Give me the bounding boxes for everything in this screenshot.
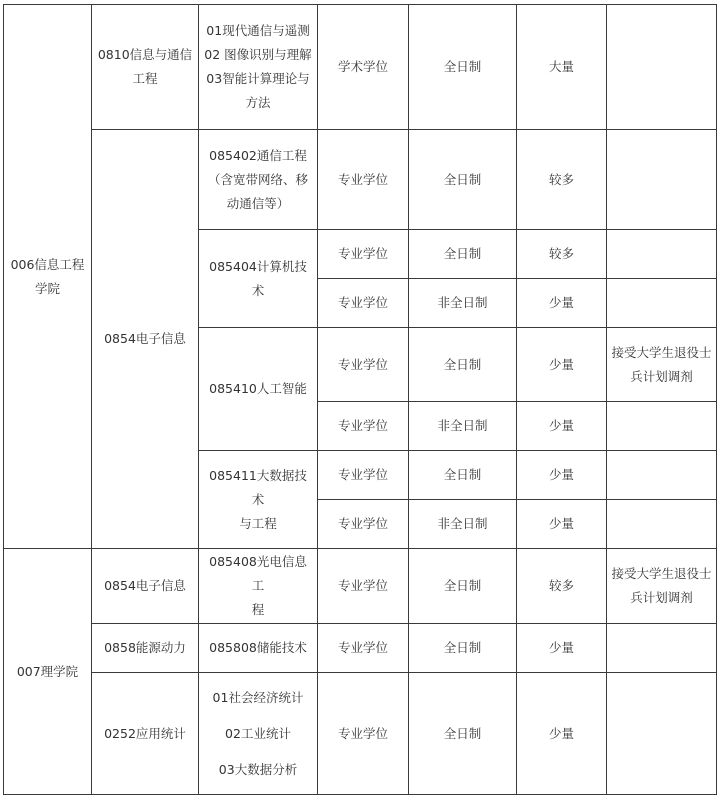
degree-type-cell: 专业学位 xyxy=(318,451,409,500)
note-cell xyxy=(607,130,717,230)
college-cell: 006信息工程 学院 xyxy=(4,5,92,549)
note-cell: 接受大学生退役士 兵计划调剂 xyxy=(607,328,717,402)
study-mode-cell: 全日制 xyxy=(409,328,517,402)
degree-type-cell: 专业学位 xyxy=(318,500,409,549)
quota-cell: 较多 xyxy=(517,130,607,230)
direction-cell: 085410人工智能 xyxy=(199,328,318,451)
discipline-cell: 0252应用统计 xyxy=(92,673,199,795)
direction-cell: 085408光电信息工 程 xyxy=(199,549,318,624)
degree-type-cell: 专业学位 xyxy=(318,673,409,795)
note-cell xyxy=(607,500,717,549)
note-cell xyxy=(607,624,717,673)
quota-cell: 大量 xyxy=(517,5,607,130)
degree-type-cell: 专业学位 xyxy=(318,328,409,402)
degree-type-cell: 专业学位 xyxy=(318,230,409,279)
study-mode-cell: 全日制 xyxy=(409,451,517,500)
quota-cell: 少量 xyxy=(517,624,607,673)
direction-cell: 085808储能技术 xyxy=(199,624,318,673)
note-cell xyxy=(607,5,717,130)
study-mode-cell: 全日制 xyxy=(409,624,517,673)
college-cell: 007理学院 xyxy=(4,549,92,795)
study-mode-cell: 全日制 xyxy=(409,230,517,279)
note-cell xyxy=(607,402,717,451)
note-cell xyxy=(607,673,717,795)
study-mode-cell: 全日制 xyxy=(409,549,517,624)
admissions-table xyxy=(3,4,717,795)
quota-cell: 较多 xyxy=(517,230,607,279)
discipline-cell: 0854电子信息 xyxy=(92,130,199,549)
note-cell xyxy=(607,451,717,500)
study-mode-cell: 非全日制 xyxy=(409,500,517,549)
note-cell xyxy=(607,230,717,279)
study-mode-cell: 全日制 xyxy=(409,673,517,795)
discipline-cell: 0810信息与通信 工程 xyxy=(92,5,199,130)
table-row xyxy=(4,130,717,230)
study-mode-cell: 非全日制 xyxy=(409,279,517,328)
note-cell: 接受大学生退役士 兵计划调剂 xyxy=(607,549,717,624)
quota-cell: 少量 xyxy=(517,402,607,451)
note-cell xyxy=(607,279,717,328)
degree-type-cell: 专业学位 xyxy=(318,402,409,451)
quota-cell: 较多 xyxy=(517,549,607,624)
table-row xyxy=(4,673,717,795)
degree-type-cell: 专业学位 xyxy=(318,549,409,624)
study-mode-cell: 非全日制 xyxy=(409,402,517,451)
direction-cell: 085402通信工程 （含宽带网络、移 动通信等） xyxy=(199,130,318,230)
degree-type-cell: 专业学位 xyxy=(318,624,409,673)
table-row xyxy=(4,5,717,130)
table-row xyxy=(4,549,717,624)
quota-cell: 少量 xyxy=(517,451,607,500)
degree-type-cell: 学术学位 xyxy=(318,5,409,130)
direction-cell: 085411大数据技术 与工程 xyxy=(199,451,318,549)
degree-type-cell: 专业学位 xyxy=(318,130,409,230)
table-row xyxy=(4,624,717,673)
quota-cell: 少量 xyxy=(517,279,607,328)
quota-cell: 少量 xyxy=(517,500,607,549)
degree-type-cell: 专业学位 xyxy=(318,279,409,328)
quota-cell: 少量 xyxy=(517,328,607,402)
discipline-cell: 0854电子信息 xyxy=(92,549,199,624)
study-mode-cell: 全日制 xyxy=(409,130,517,230)
direction-cell: 085404计算机技术 xyxy=(199,230,318,328)
quota-cell: 少量 xyxy=(517,673,607,795)
direction-cell: 01社会经济统计 02工业统计 03大数据分析 xyxy=(199,673,318,795)
study-mode-cell: 全日制 xyxy=(409,5,517,130)
direction-cell: 01现代通信与遥测 02 图像识别与理解 03智能计算理论与 方法 xyxy=(199,5,318,130)
discipline-cell: 0858能源动力 xyxy=(92,624,199,673)
